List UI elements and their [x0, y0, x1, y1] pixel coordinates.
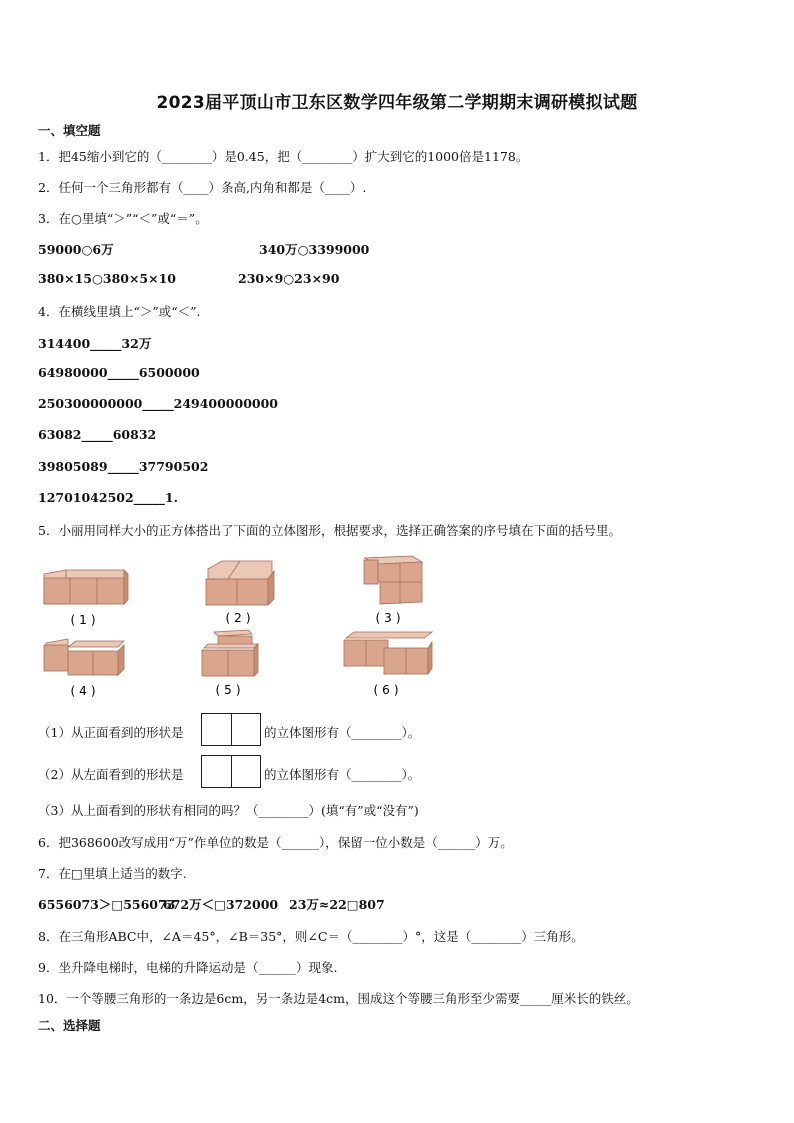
question-5-part-2-left: （2）从左面看到的形状是 [38, 767, 184, 782]
question-3-item-d: 230×9○23×90 [238, 271, 340, 286]
question-2: 2．任何一个三角形都有（____）条高,内角和都是（____）. [38, 180, 367, 195]
question-9: 9．坐升降电梯时，电梯的升降运动是（______）现象. [38, 960, 338, 975]
question-8: 8．在三角形ABC中，∠A＝45°，∠B＝35°，则∠C＝（________）°，这是（________）三角形。 [38, 929, 584, 944]
question-7-stem: 7．在□里填上适当的数字. [38, 866, 187, 881]
question-5-stem: 5．小丽用同样大小的正方体搭出了下面的立体图形，根据要求，选择正确答案的序号填在下面的括号里。 [38, 523, 621, 538]
figure-1-caption: (1) [70, 613, 100, 627]
cube-figure-5 [196, 626, 266, 702]
question-1: 1．把45缩小到它的（________）是0.45，把（________）扩大到它的1000倍是1178。 [38, 149, 529, 164]
question-4-line: 39805089_____37790502 [38, 459, 209, 474]
question-3-item-a: 59000○6万 [38, 242, 114, 257]
question-4-stem: 4．在横线里填上“＞”或“＜”. [38, 304, 201, 319]
front-view-shape [201, 713, 261, 746]
question-4-line: 63082_____60832 [38, 427, 157, 442]
question-3-item-c: 380×15○380×5×10 [38, 271, 177, 286]
section-heading-multiple-choice: 二、选择题 [38, 1018, 101, 1033]
question-7-item-a: 6556073＞□556073 [38, 897, 176, 912]
question-3-stem: 3．在○里填“＞”“＜”或“＝”。 [38, 211, 208, 226]
question-4-line: 250300000000_____249400000000 [38, 396, 278, 411]
figure-6-caption: (6) [373, 683, 403, 697]
figure-5-caption: (5) [215, 683, 245, 697]
cube-figure-1 [40, 560, 130, 630]
question-10: 10．一个等腰三角形的一条边是6cm，另一条边是4cm，围成这个等腰三角形至少需要_____厘米长的铁丝。 [38, 991, 639, 1006]
figure-3-caption: (3) [375, 611, 405, 625]
question-5-part-1-left: （1）从正面看到的形状是 [38, 725, 184, 740]
question-4-line: 12701042502_____1. [38, 490, 178, 505]
figure-2-caption: (2) [225, 611, 255, 625]
section-heading-fill-blank: 一、填空题 [38, 123, 101, 138]
question-5-part-3: （3）从上面看到的形状有相同的吗？（________）(填“有”或“没有”) [38, 803, 419, 818]
question-5-part-1-right: 的立体图形有（________）。 [264, 725, 421, 740]
cube-figure-3 [350, 552, 430, 628]
question-4-line: 64980000_____6500000 [38, 365, 200, 380]
question-5-part-2-right: 的立体图形有（________）。 [264, 767, 421, 782]
cube-figure-6 [340, 628, 436, 702]
cube-figure-4 [40, 633, 130, 701]
question-4-line: 314400_____32万 [38, 336, 152, 351]
figure-4-caption: (4) [70, 684, 100, 698]
question-7-item-b: 672万＜□372000 [163, 897, 279, 912]
page-title: 2023届平顶山市卫东区数学四年级第二学期期末调研模拟试题 [156, 93, 638, 113]
question-6: 6．把368600改写成用“万”作单位的数是（______），保留一位小数是（______）万。 [38, 835, 513, 850]
question-3-item-b: 340万○3399000 [259, 242, 370, 257]
question-7-item-c: 23万≈22□807 [289, 897, 385, 912]
left-view-shape [201, 755, 261, 788]
cube-figure-2 [200, 557, 280, 629]
